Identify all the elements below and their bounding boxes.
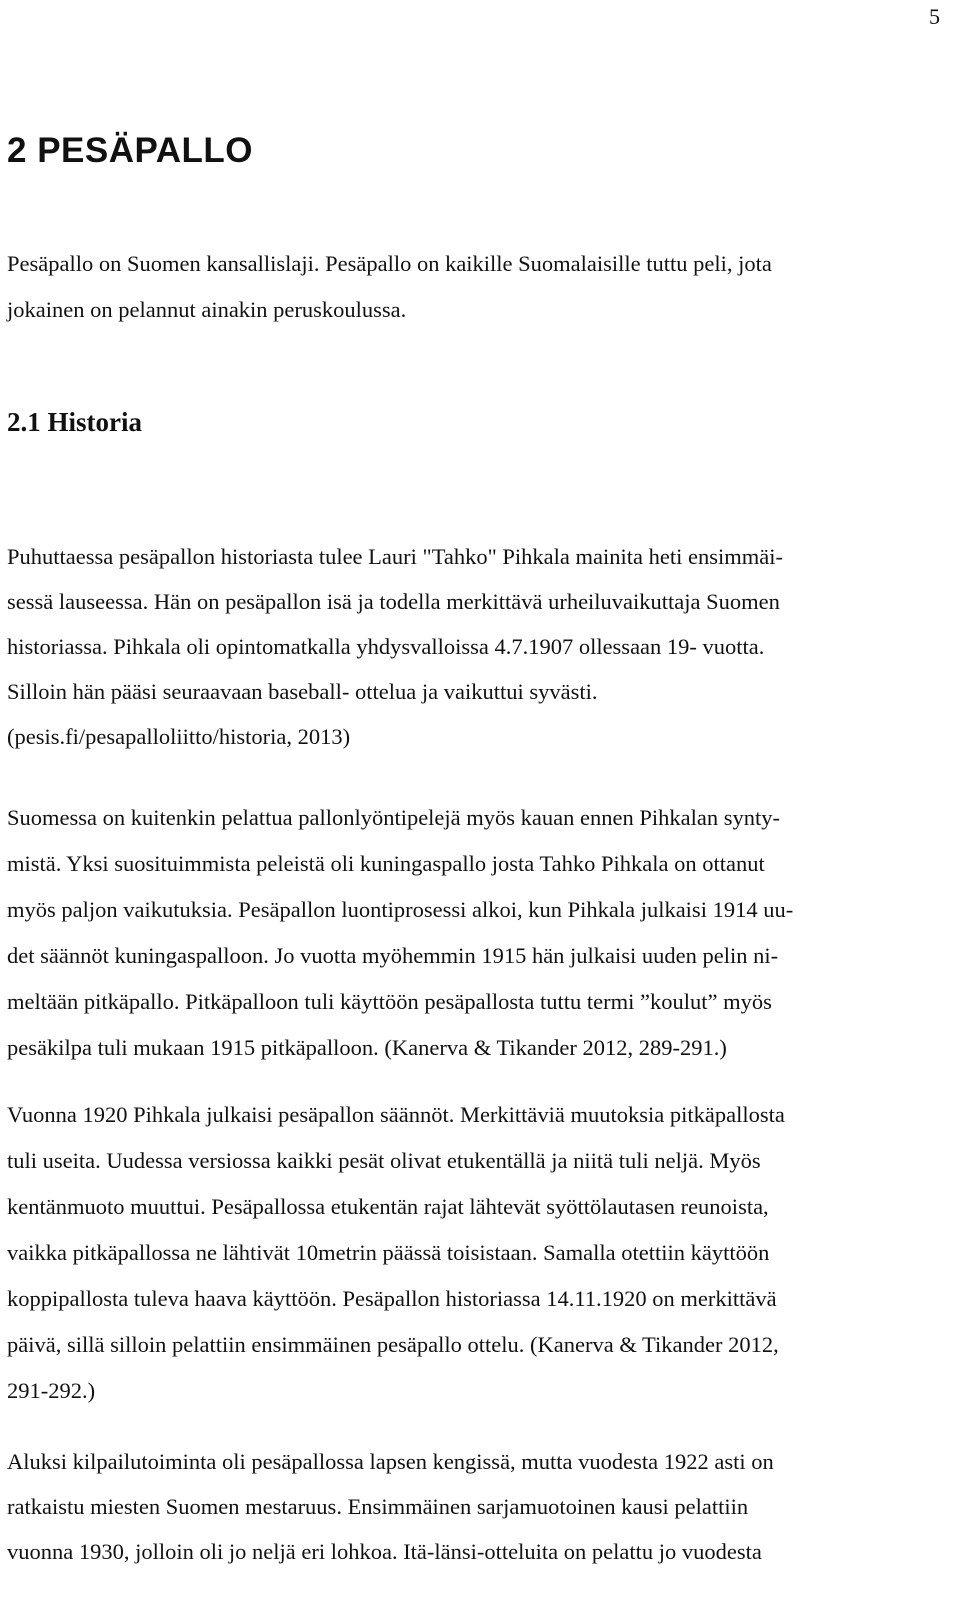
text-line: meltään pitkäpallo. Pitkäpalloon tuli käyttöön pesäpallosta tuttu termi ”koulut” myös	[7, 989, 772, 1014]
text-line: sessä lauseessa. Hän on pesäpallon isä ja todella merkittävä urheiluvaikuttaja Suomen	[7, 589, 780, 614]
text-line: Vuonna 1920 Pihkala julkaisi pesäpallon säännöt. Merkittäviä muutoksia pitkäpallosta	[7, 1102, 785, 1127]
text-line: Puhuttaessa pesäpallon historiasta tulee Lauri "Tahko" Pihkala mainita heti ensimmäi-	[7, 544, 783, 569]
history-paragraph-2	[7, 795, 937, 1071]
text-line: tuli useita. Uudessa versiossa kaikki pesät olivat etukentällä ja niitä tuli neljä. Myös	[7, 1148, 761, 1173]
text-line: päivä, sillä silloin pelattiin ensimmäinen pesäpallo ottelu. (Kanerva & Tikander 2012,	[7, 1332, 779, 1357]
citation-line: (pesis.fi/pesapalloliitto/historia, 2013)	[7, 724, 351, 749]
text-line: pesäkilpa tuli mukaan 1915 pitkäpalloon. (Kanerva & Tikander 2012, 289-291.)	[7, 1035, 727, 1060]
text-line: jokainen on pelannut ainakin peruskoulussa.	[7, 297, 407, 322]
text-line: Pesäpallo on Suomen kansallislaji. Pesäpallo on kaikille Suomalaisille tuttu peli, jota	[7, 251, 772, 276]
text-line: vaikka pitkäpallossa ne lähtivät 10metrin päässä toisistaan. Samalla otettiin käyttöön	[7, 1240, 770, 1265]
history-paragraph-3	[7, 1092, 937, 1414]
history-paragraph-4	[7, 1439, 937, 1574]
chapter-title: 2 PESÄPALLO	[7, 131, 254, 170]
history-paragraph-1	[7, 534, 927, 759]
text-line: Suomessa on kuitenkin pelattua pallonlyöntipelejä myös kauan ennen Pihkalan synty-	[7, 805, 780, 830]
text-line: historiassa. Pihkala oli opintomatkalla yhdysvalloissa 4.7.1907 ollessaan 19- vuotta.	[7, 634, 765, 659]
text-line: kentänmuoto muuttui. Pesäpallossa etukentän rajat lähtevät syöttölautasen reunoista,	[7, 1194, 769, 1219]
text-line: vuonna 1930, jolloin oli jo neljä eri lohkoa. Itä-länsi-otteluita on pelattu jo vuodesta	[7, 1539, 762, 1564]
intro-paragraph	[7, 241, 937, 333]
text-line: ratkaistu miesten Suomen mestaruus. Ensimmäinen sarjamuotoinen kausi pelattiin	[7, 1494, 749, 1519]
page-number: 5	[929, 4, 940, 29]
text-line: Silloin hän pääsi seuraavaan baseball- ottelua ja vaikuttui syvästi.	[7, 679, 598, 704]
section-title: 2.1 Historia	[7, 407, 142, 437]
text-line: mistä. Yksi suosituimmista peleistä oli kuningaspallo josta Tahko Pihkala on ottanut	[7, 851, 765, 876]
text-line: det säännöt kuningaspalloon. Jo vuotta myöhemmin 1915 hän julkaisi uuden pelin ni-	[7, 943, 779, 968]
text-line: koppipallosta tuleva haava käyttöön. Pesäpallon historiassa 14.11.1920 on merkittävä	[7, 1286, 777, 1311]
text-line: myös paljon vaikutuksia. Pesäpallon luontiprosessi alkoi, kun Pihkala julkaisi 1914 uu-	[7, 897, 794, 922]
text-line: 291-292.)	[7, 1378, 96, 1403]
text-line: Aluksi kilpailutoiminta oli pesäpallossa lapsen kengissä, mutta vuodesta 1922 asti on	[7, 1449, 774, 1474]
